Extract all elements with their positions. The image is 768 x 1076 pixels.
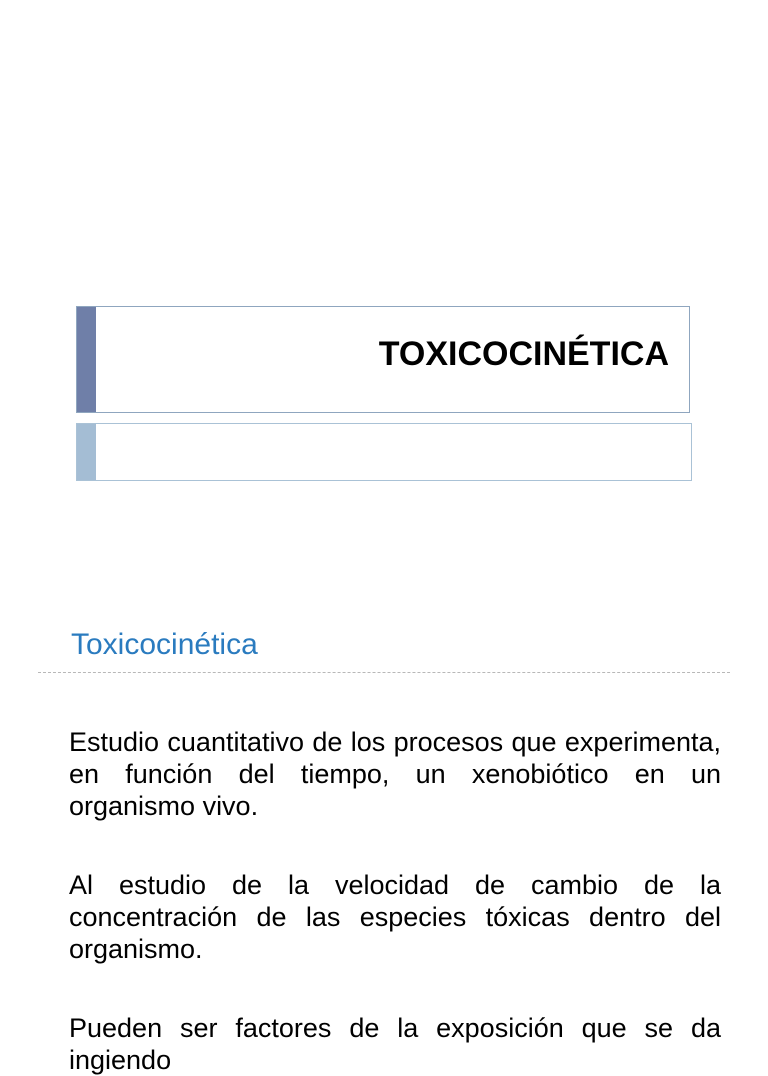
heading-divider bbox=[38, 672, 730, 673]
slide-title: TOXICOCINÉTICA bbox=[378, 335, 669, 373]
title-accent-bar bbox=[77, 307, 96, 412]
subtitle-accent-bar bbox=[77, 424, 96, 480]
subtitle-box bbox=[76, 423, 692, 481]
paragraph-definition: Estudio cuantitativo de los procesos que experimenta, en función del tiempo, un xenobiótico en un organismo vivo. bbox=[69, 727, 721, 821]
paragraph-factors: Pueden ser factores de la exposición que se da ingiendo bbox=[69, 1013, 721, 1075]
paragraph-velocity: Al estudio de la velocidad de cambio de la concentración de las especies tóxicas dentro del organismo. bbox=[69, 870, 721, 964]
title-box bbox=[76, 306, 690, 413]
section-heading: Toxicocinética bbox=[71, 628, 258, 661]
